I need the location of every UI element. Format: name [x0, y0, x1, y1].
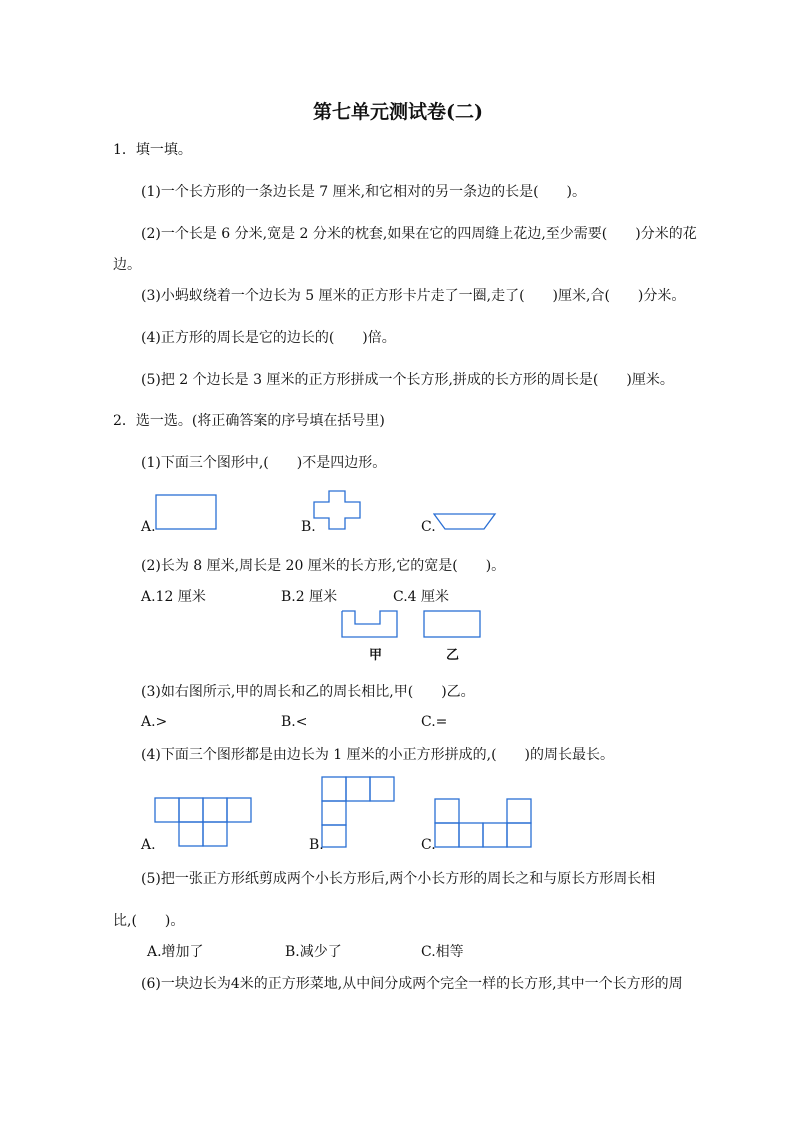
s2-q5-option-b: B.减少了 — [285, 944, 342, 960]
s2-q3-option-c: C.= — [421, 714, 448, 730]
s2-q1-option-a: A. — [141, 519, 156, 535]
grid-figure-b — [321, 776, 397, 850]
s2-q5-stem-line2: 比,( )。 — [113, 913, 185, 929]
cross-shape-figure — [313, 490, 363, 532]
figure-yi-rectangle — [423, 610, 483, 640]
figure-jia-notched-rectangle — [341, 610, 401, 640]
s1-question-5: (5)把 2 个边长是 3 厘米的正方形拼成一个长方形,拼成的长方形的周长是( )厘米。 — [141, 372, 674, 388]
s2-q6-stem-line1: (6)一块边长为4米的正方形菜地,从中间分成两个完全一样的长方形,其中一个长方形的周 — [141, 976, 683, 992]
figure-jia-label: 甲 — [369, 648, 383, 663]
s1-question-3: (3)小蚂蚁绕着一个边长为 5 厘米的正方形卡片走了一圈,走了( )厘米,合( )分米。 — [141, 288, 686, 304]
s2-q5-option-a: A.增加了 — [147, 944, 204, 960]
s2-q3-option-b: B.< — [281, 714, 308, 730]
section2-heading: 2．选一选。(将正确答案的序号填在括号里) — [113, 413, 385, 429]
s2-q1-option-c: C. — [421, 519, 436, 535]
s2-q3-option-a: A.> — [141, 714, 168, 730]
figure-yi-label: 乙 — [446, 648, 460, 663]
s2-q5-stem-line1: (5)把一张正方形纸剪成两个小长方形后,两个小长方形的周长之和与原长方形周长相 — [141, 871, 656, 887]
s2-q2-stem: (2)长为 8 厘米,周长是 20 厘米的长方形,它的宽是( )。 — [141, 558, 506, 574]
grid-figure-c — [434, 798, 536, 850]
rectangle-figure — [155, 494, 219, 532]
grid-figure-a — [154, 797, 256, 849]
s1-question-2-line2: 边。 — [113, 257, 141, 273]
section1-heading: 1．填一填。 — [113, 142, 192, 158]
s2-q5-option-c: C.相等 — [421, 944, 464, 960]
s2-q4-stem: (4)下面三个图形都是由边长为 1 厘米的小正方形拼成的,( )的周长最长。 — [141, 747, 615, 763]
trapezoid-figure — [433, 512, 497, 532]
s2-q1-stem: (1)下面三个图形中,( )不是四边形。 — [141, 455, 387, 471]
s2-q2-option-a: A.12 厘米 — [141, 589, 206, 605]
s1-question-1: (1)一个长方形的一条边长是 7 厘米,和它相对的另一条边的长是( )。 — [141, 184, 587, 200]
s1-question-2-line1: (2)一个长是 6 分米,宽是 2 分米的枕套,如果在它的四周缝上花边,至少需要( )分米的花 — [141, 226, 697, 242]
s2-q3-stem: (3)如右图所示,甲的周长和乙的周长相比,甲( )乙。 — [141, 684, 475, 700]
s2-q4-option-a: A. — [141, 837, 156, 853]
s2-q4-option-b: B. — [309, 837, 324, 853]
s1-question-4: (4)正方形的周长是它的边长的( )倍。 — [141, 330, 396, 346]
s2-q2-option-c: C.4 厘米 — [393, 589, 450, 605]
s2-q4-option-c: C. — [421, 837, 436, 853]
page-title: 第七单元测试卷(二) — [313, 101, 483, 123]
s2-q1-option-b: B. — [301, 519, 316, 535]
s2-q2-option-b: B.2 厘米 — [281, 589, 338, 605]
